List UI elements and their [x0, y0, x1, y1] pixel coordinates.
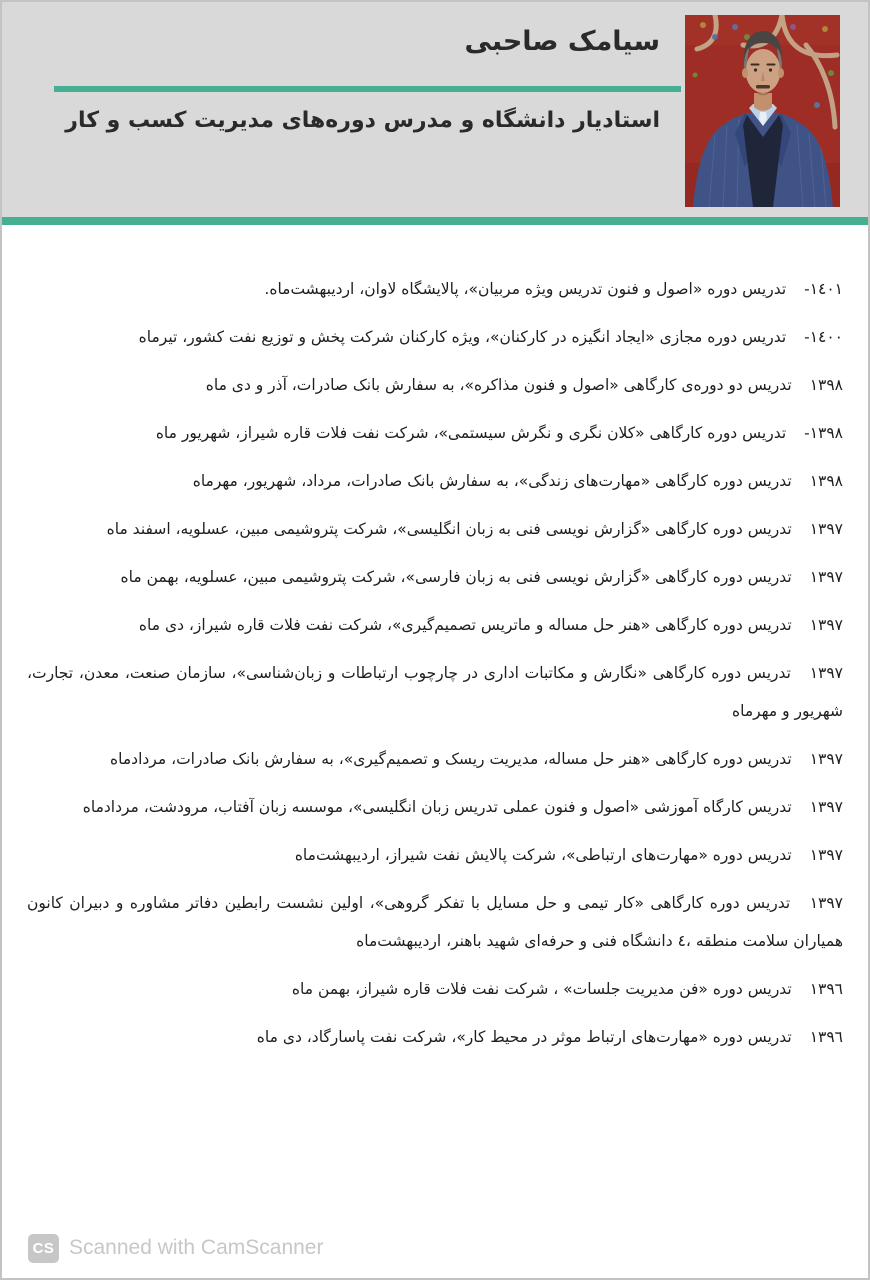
course-item [27, 366, 843, 404]
course-item [27, 740, 843, 778]
course-item [27, 1018, 843, 1056]
course-item [27, 836, 843, 874]
course-year: ١٣٩٧ [809, 846, 843, 864]
course-item [27, 606, 843, 644]
course-year: ١٣٩٧ [809, 520, 843, 538]
course-text: تدریس دوره کارگاهی «نگارش و مکاتبات اداری در چارچوب ارتباطات و زبان‌شناسی»، سازمان صنعت، معدن، تجارت، شهریور و مهرماه [27, 664, 843, 720]
course-year: ١٤٠١- [804, 280, 843, 298]
course-text: تدریس دوره کارگاهی «کار تیمی و حل مسایل با تفکر گروهی»، اولین نشست رابطین دفاتر مشاوره و دبیران کانون همیاران سلامت منطقه ،٤ دانشگاه فنی و حرفه‌ای شهید باهنر، اردیبهشت‌ماه [27, 894, 843, 950]
person-name: سیامک صاحبی [464, 26, 660, 57]
header-divider-rule [2, 217, 868, 225]
course-year: ١٣٩٦ [809, 980, 843, 998]
course-year: ١٣٩٧ [809, 798, 843, 816]
course-item [27, 270, 843, 308]
course-item [27, 462, 843, 500]
course-text: تدریس دوره «فن مدیریت جلسات» ، شرکت نفت فلات قاره شیراز، بهمن ماه [291, 980, 792, 998]
course-year: ١٣٩٧ [809, 894, 843, 912]
course-year: ١٣٩٧ [809, 568, 843, 586]
course-text: تدریس دوره مجازی «ایجاد انگیزه در کارکنان»، ویژه کارکنان شرکت پخش و توزیع نفت کشور، تیرماه [138, 328, 787, 346]
course-text: تدریس دوره کارگاهی «هنر حل مساله و ماتریس تصمیم‌گیری»، شرکت نفت فلات قاره شیراز، دی ماه [138, 616, 792, 634]
camscanner-text: Scanned with CamScanner [69, 1236, 324, 1259]
course-text: تدریس دوره «مهارت‌های ارتباطی»، شرکت پالایش نفت شیراز، اردیبهشت‌ماه [294, 846, 792, 864]
course-text: تدریس دوره «اصول و فنون تدریس ویژه مربیان»، پالایشگاه لاوان، اردیبهشت‌ماه. [264, 280, 787, 298]
course-item [27, 414, 843, 452]
course-year: ١٣٩٨ [809, 376, 843, 394]
course-text: تدریس دوره کارگاهی «هنر حل مساله، مدیریت ریسک و تصمیم‌گیری»، به سفارش بانک صادرات، مردادماه [110, 750, 792, 768]
course-year: ١٣٩٨- [804, 424, 843, 442]
course-year: ١٣٩٧ [809, 616, 843, 634]
course-text: تدریس دوره کارگاهی «گزارش نویسی فنی به زبان فارسی»، شرکت پتروشیمی مبین، عسلویه، بهمن ماه [120, 568, 792, 586]
course-year: ١٣٩٨ [809, 472, 843, 490]
course-list [2, 225, 868, 1066]
course-item [27, 788, 843, 826]
course-text: تدریس دو دوره‌ی کارگاهی «اصول و فنون مذاکره»، به سفارش بانک صادرات، آذر و دی ماه [205, 376, 792, 394]
course-item [27, 970, 843, 1008]
course-year: ١٤٠٠- [804, 328, 843, 346]
course-year: ١٣٩٦ [809, 1028, 843, 1046]
course-item [27, 318, 843, 356]
course-text: تدریس دوره کارگاهی «مهارت‌های زندگی»، به سفارش بانک صادرات، مرداد، شهریور، مهرماه [192, 472, 792, 490]
camscanner-logo-icon: CS [28, 1234, 59, 1263]
course-text: تدریس دوره کارگاهی «کلان نگری و نگرش سیستمی»، شرکت نفت فلات قاره شیراز، شهریور ماه [155, 424, 787, 442]
course-text: تدریس دوره «مهارت‌های ارتباط موثر در محیط کار»، شرکت نفت پاسارگاد، دی ماه [256, 1028, 792, 1046]
course-item [27, 884, 843, 960]
course-text: تدریس کارگاه آموزشی «اصول و فنون عملی تدریس زبان انگلیسی»، موسسه زبان آفتاب، مرودشت، مردادماه [82, 798, 792, 816]
course-text: تدریس دوره کارگاهی «گزارش نویسی فنی به زبان انگلیسی»، شرکت پتروشیمی مبین، عسلویه، اسفند ماه [106, 520, 792, 538]
portrait-image [685, 15, 840, 207]
course-year: ١٣٩٧ [809, 750, 843, 768]
person-title: استادیار دانشگاه و مدرس دوره‌های مدیریت کسب و کار [65, 108, 660, 133]
course-item [27, 654, 843, 730]
course-item [27, 510, 843, 548]
header [2, 2, 868, 225]
profile-photo [685, 15, 840, 207]
camscanner-watermark [28, 1233, 323, 1263]
course-item [27, 558, 843, 596]
name-accent-underline [54, 86, 681, 92]
course-year: ١٣٩٧ [809, 664, 843, 682]
